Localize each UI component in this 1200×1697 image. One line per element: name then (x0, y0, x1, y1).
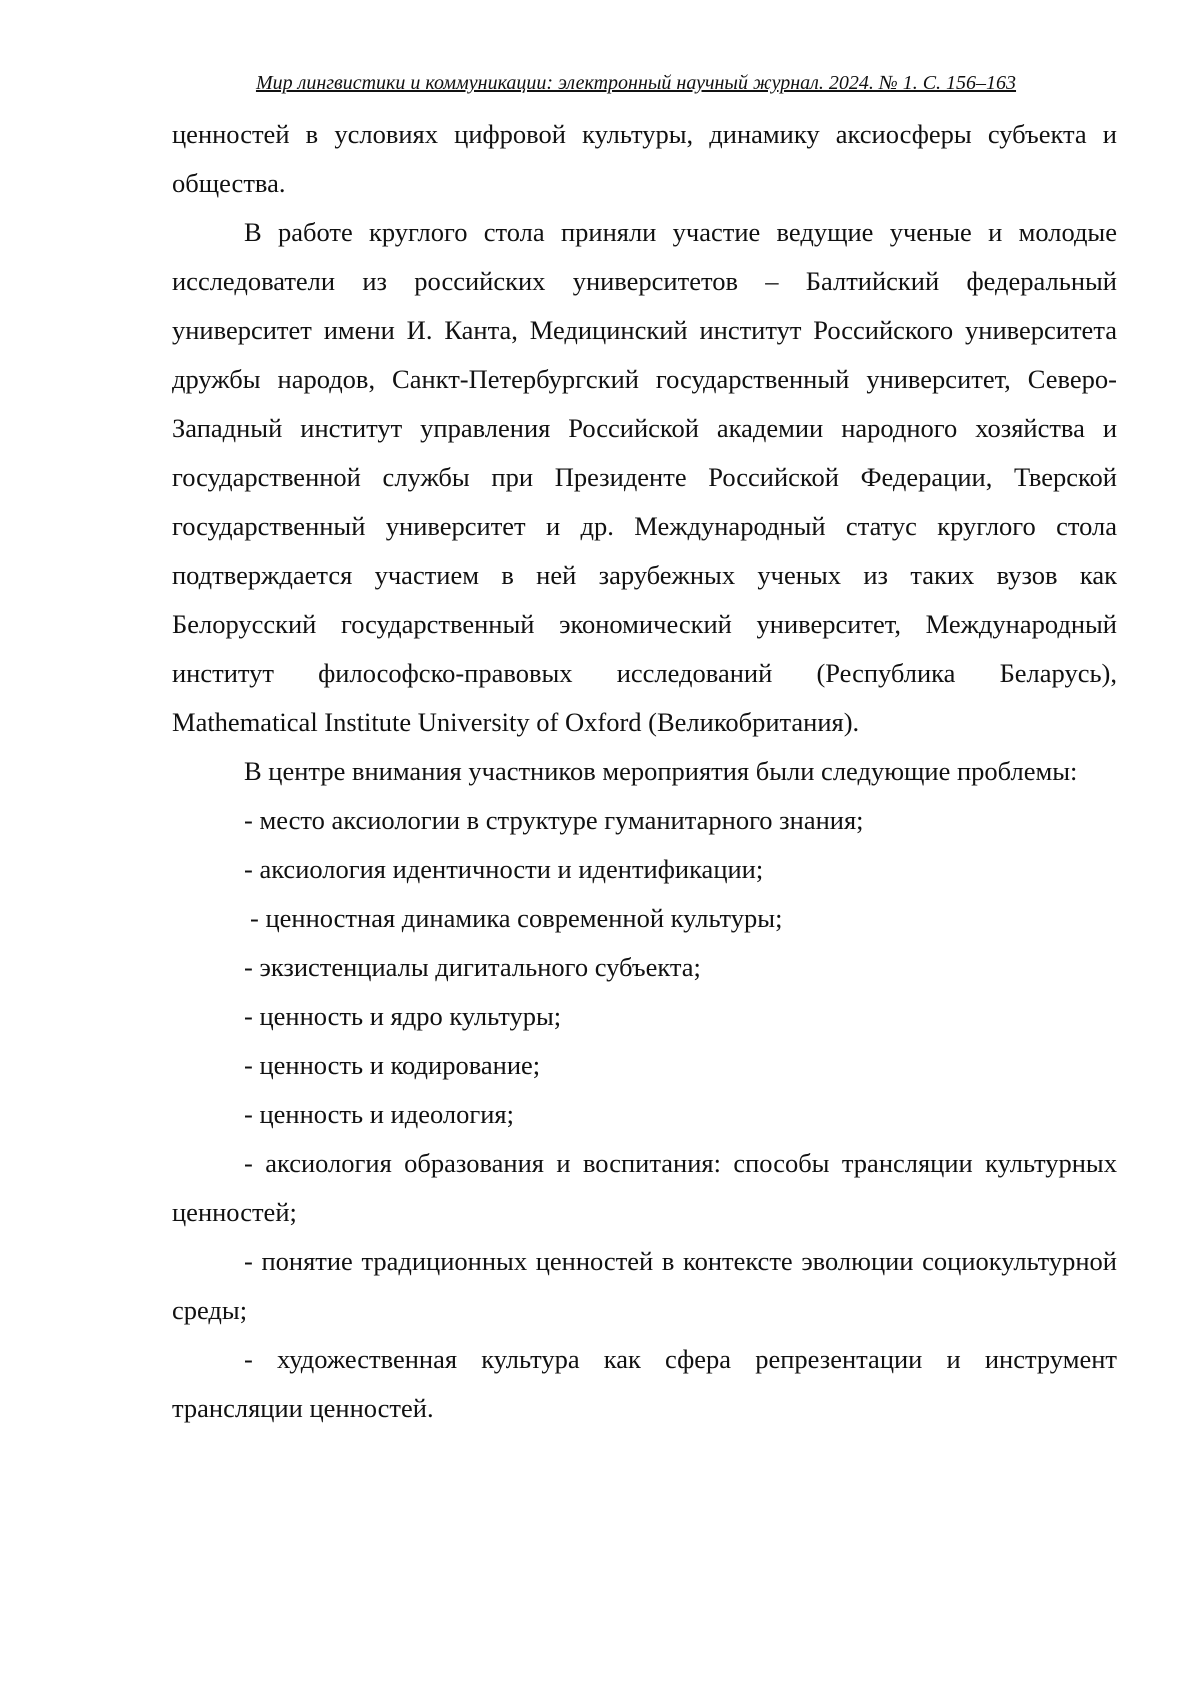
problem-list-item: - место аксиологии в структуре гуманитарного знания; (172, 796, 1117, 845)
journal-running-header: Мир лингвистики и коммуникации: электронный научный журнал. 2024. № 1. С. 156–163 (172, 70, 1100, 96)
problem-list-item: - ценность и ядро культуры; (172, 992, 1117, 1041)
problem-list-item: - аксиология идентичности и идентификации; (172, 845, 1117, 894)
problem-list-item: - экзистенциалы дигитального субъекта; (172, 943, 1117, 992)
problem-list-item: - ценность и кодирование; (172, 1041, 1117, 1090)
problem-list-item: - аксиология образования и воспитания: способы трансляции культурных ценностей; (172, 1139, 1117, 1237)
problem-list-item: - понятие традиционных ценностей в контексте эволюции социокультурной среды; (172, 1237, 1117, 1335)
focus-intro-paragraph: В центре внимания участников мероприятия были следующие проблемы: (172, 747, 1117, 796)
participants-paragraph: В работе круглого стола приняли участие ведущие ученые и молодые исследователи из российских университетов – Балтийский федеральный университет имени И. Канта, Медицинский институт Российского университета дружбы народов, Санкт-Петербургский государственный университет, Северо-Западный институт управления Российской академии народного хозяйства и государственной службы при Президенте Российской Федерации, Тверской государственный университет и др. Международный статус круглого стола подтверждается участием в ней зарубежных ученых из таких вузов как Белорусский государственный экономический университет, Международный институт философско-правовых исследований (Республика Беларусь), Mathematical Institute University of Oxford (Великобритания). (172, 208, 1117, 747)
problem-list-item: - ценность и идеология; (172, 1090, 1117, 1139)
article-body (172, 110, 1117, 1433)
problem-list-item: - художественная культура как сфера репрезентации и инструмент трансляции ценностей. (172, 1335, 1117, 1433)
continuation-paragraph: ценностей в условиях цифровой культуры, динамику аксиосферы субъекта и общества. (172, 110, 1117, 208)
document-page (0, 0, 1200, 1697)
problem-list-item: - ценностная динамика современной культуры; (172, 894, 1117, 943)
